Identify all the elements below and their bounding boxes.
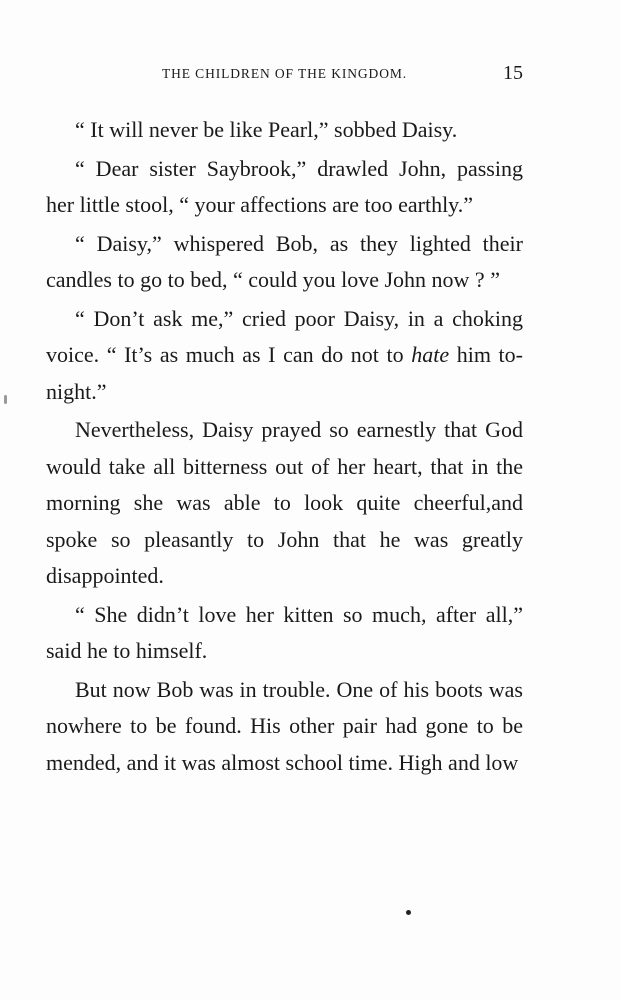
paragraph: “ Daisy,” whispered Bob, as they lighted their candles to go to bed, “ could you love John now ? ” (46, 230, 523, 292)
paragraph: “ She didn’t love her kitten so much, after all,” said he to himself. (46, 601, 523, 663)
body-text (46, 112, 523, 781)
paragraph-text: “ Don’t ask me,” cried poor Daisy, in a choking voice. “ It’s as much as I can do not to (46, 305, 523, 367)
emphasized-word: hate (411, 342, 450, 367)
ink-speck (4, 395, 7, 404)
paragraph-text: him to-night.” (46, 342, 523, 404)
paragraph: “ Dear sister Saybrook,” drawled John, passing her little stool, “ your affections are too earthly.” (46, 155, 523, 217)
running-head: THE CHILDREN OF THE KINGDOM. (161, 66, 408, 81)
paragraph: But now Bob was in trouble. One of his boots was nowhere to be found. His other pair had gone to be mended, and it was almost school time. High and low (46, 676, 523, 775)
paragraph: “ It will never be like Pearl,” sobbed Daisy. (75, 117, 458, 142)
ink-speck (406, 910, 411, 915)
paragraph: Nevertheless, Daisy prayed so earnestly that God would take all bitterness out of her heart, that in the morning she was able to look quite cheerful,and spoke so pleasantly to John that he was greatly disappointed. (46, 417, 523, 588)
paragraph (46, 301, 523, 411)
page-number: 15 (503, 62, 523, 84)
